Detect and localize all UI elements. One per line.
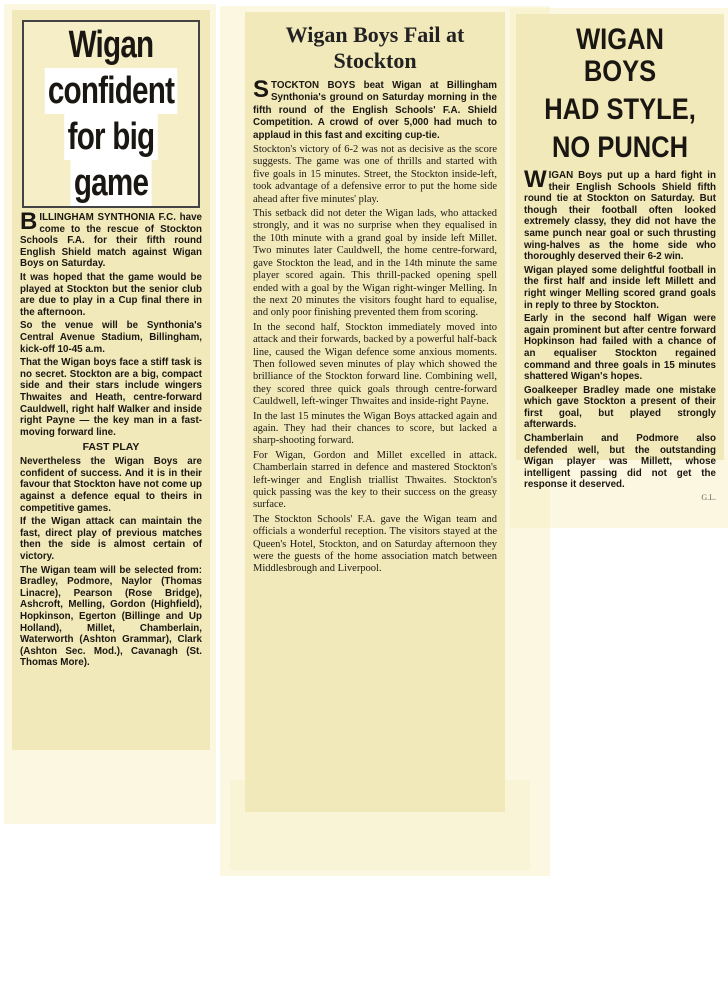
left-paragraph: Nevertheless the Wigan Boys are confident of success. And it is in their favour that Stockton have not come up against a defence equal to theirs in competitive games. xyxy=(20,456,202,514)
left-headline-line-1: Wigan xyxy=(68,24,154,66)
left-paragraph: It was hoped that the game would be played at Stockton but the senior club are due to play in a Cup final there in the afternoon. xyxy=(20,271,202,318)
middle-dropcap: S xyxy=(253,76,270,103)
right-paragraph: Wigan played some delightful football in the first half and inside left Millett and right winger Melling scored grand goals in reply to three by Stockton. xyxy=(524,264,716,311)
middle-clipping xyxy=(245,12,505,812)
middle-paragraph: For Wigan, Gordon and Millet excelled in attack. Chamberlain starred in defence and mastered Stockton's left-winger and English triallist Thwaites. Stockton's quick passing was the key to their success on the greasy surface. xyxy=(253,449,497,511)
right-paragraph: Early in the second half Wigan were again prominent but after centre forward Hopkinson had failed with a chance of an equaliser Stockton regained command and three goals in 15 minutes shattered Wigan's hopes. xyxy=(524,313,716,383)
left-headline-box xyxy=(22,20,200,208)
left-paragraph: If the Wigan attack can maintain the fast, direct play of previous matches then the side is almost certain of victory. xyxy=(20,516,202,563)
right-headline-line-3: NO PUNCH xyxy=(551,131,688,164)
right-paragraph: Chamberlain and Podmore also defended well, but the outstanding Wigan player was Millett, whose intelligent passing did not get the response it deserved. xyxy=(524,433,716,491)
left-headline-line-3: for big xyxy=(43,114,179,160)
middle-lead: STOCKTON BOYS beat Wigan at Billingham Synthonia's ground on Saturday morning in the fifth round of the English Schools' F.A. Shield Competition. A crowd of over 5,000 had much to applaud in this fast and exciting cup-tie. xyxy=(253,76,497,141)
left-paragraph: That the Wigan boys face a stiff task is no secret. Stockton are a big, compact side and their stars include wingers Thwaites and Heath, centre-forward Cauldwell, right half Walker and inside right Payne — the key man in a fast-moving forward line. xyxy=(20,357,202,438)
left-intro: BILLINGHAM SYNTHONIA F.C. have come to the rescue of Stockton Schools F.A. for their fifth round English Shield match against Wigan Boys on Saturday. xyxy=(20,208,202,270)
right-headline-line-1: WIGAN BOYS xyxy=(576,23,664,88)
middle-paragraph: The Stockton Schools' F.A. gave the Wigan team and officials a wonderful reception. The visitors stayed at the Queen's Hotel, Stockton, and on Saturday afternoon they were the guests of the home association match between Middlesbrough and Liverpool. xyxy=(253,513,497,575)
right-headline-line-2: HAD STYLE, xyxy=(544,93,696,126)
middle-paragraph: In the second half, Stockton immediately moved into attack and their forwards, backed by a powerful half-back line, caused the Wigan defence some anxious moments. Then followed seven minutes of play which showed the brilliance of the Stockton forward line. Combining well, they scored three quick goals through centre-forward Cauldwell, left-winger Thwaites and inside-right Payne. xyxy=(253,321,497,408)
middle-headline: Wigan Boys Fail at Stockton xyxy=(285,22,465,73)
left-subhead: FAST PLAY xyxy=(82,441,140,454)
middle-paragraph: In the last 15 minutes the Wigan Boys attacked again and again. They had their chances to score, but lacked a sharp-shooting forward. xyxy=(253,410,497,447)
left-team-list: The Wigan team will be selected from: Bradley, Podmore, Naylor (Thomas Linacre), Pearson (Rose Bridge), Ashcroft, Melling, Gordon (Highfield), Hopkinson, Egerton (Billinge and Up Holland), Millet, Chamberlain, Waterworth (Ashton Grammar), Clark (Ashton Sec. Mod.), Cavanagh (St. Thomas More). xyxy=(20,564,202,669)
middle-paragraph: This setback did not deter the Wigan lads, who attacked strongly, and it was no surprise when they equalised in the 10th minute with a grand goal by inside left Millet. Two minutes later Cauldwell, the home centre-forward, gave Stockton the lead, and in the 14th minute the same player scored again. This thrill-packed opening spell ended with a goal by the Wigan right-winger Melling. In the next 20 minutes the visitors fought hard to equalise, and only poor finishing prevented them from scoring. xyxy=(253,208,497,319)
right-signature: G.L. xyxy=(701,493,716,503)
left-dropcap: B xyxy=(20,208,38,235)
right-lead: WIGAN Boys put up a hard fight in their English Schools Shield fifth round tie at Stockton on Saturday. But though their football often looked extremely classy, they did not have the same punch near goal or such thrusting wing-halves as the home side who thoroughly deserved their 6-2 win. xyxy=(524,166,716,263)
left-headline-line-4: game xyxy=(43,160,179,206)
left-headline-line-2: confident xyxy=(43,68,179,114)
middle-paragraph: Stockton's victory of 6-2 was not as decisive as the score suggests. The game was one of thrills and started with five goals in 15 minutes. Street, the Stockton inside-left, took advantage of a defensive error to put the home side ahead after five minutes' play. xyxy=(253,144,497,205)
left-clipping xyxy=(12,10,210,750)
right-paragraph: Goalkeeper Bradley made one mistake which gave Stockton a present of their first goal, but played strongly afterwards. xyxy=(524,384,716,431)
right-dropcap: W xyxy=(524,166,547,193)
left-paragraph: So the venue will be Synthonia's Central Avenue Stadium, Billingham, kick-off 10-45 a.m. xyxy=(20,320,202,355)
right-clipping xyxy=(516,14,724,503)
